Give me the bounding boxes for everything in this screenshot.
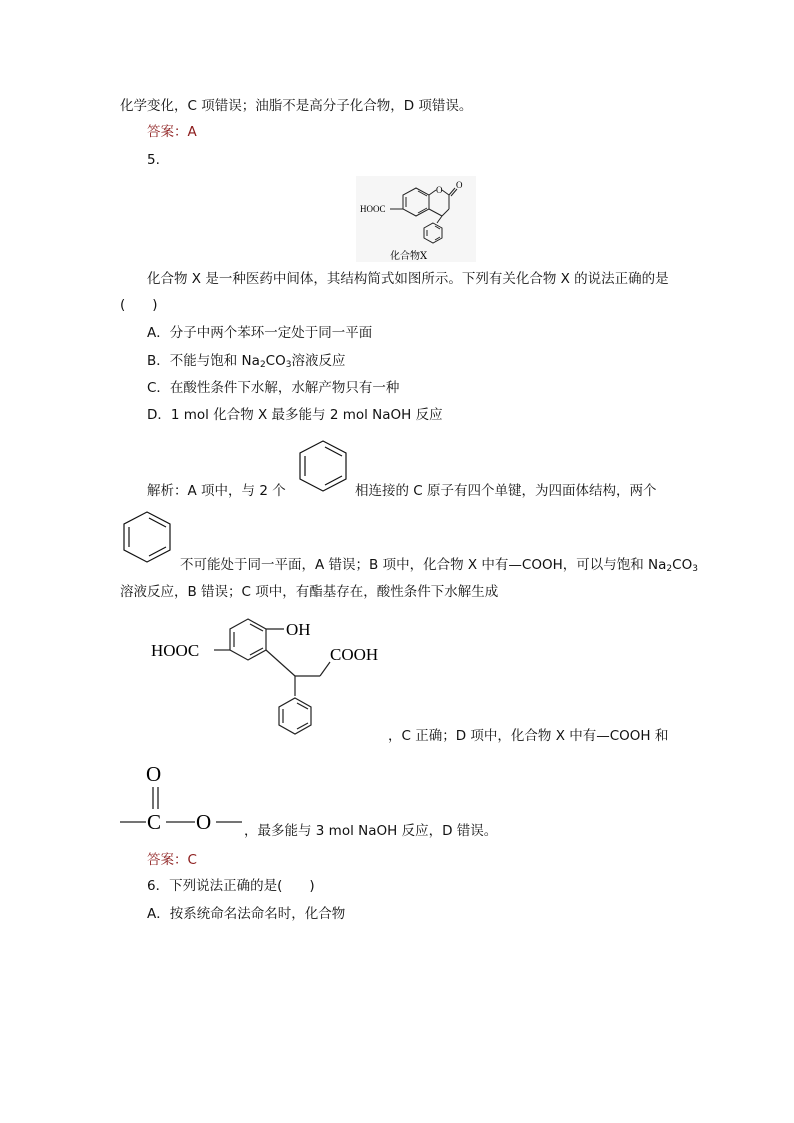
carbonyl-oxygen-label: O <box>456 180 463 190</box>
hooc-label: HOOC <box>360 204 386 214</box>
benzene-icon <box>120 509 174 565</box>
option-a: A．分子中两个苯环一定处于同一平面 <box>147 325 373 341</box>
option-d: D．1 mol 化合物 X 最多能与 2 mol NaOH 反应 <box>147 407 443 423</box>
ester-carbonyl-o: O <box>146 762 162 786</box>
intro-line: 化学变化，C 项错误；油脂不是高分子化合物，D 项错误。 <box>120 98 473 114</box>
answer-5: 答案：C <box>147 852 197 868</box>
explanation-line-1a: 解析：A 项中，与 2 个 <box>147 483 286 499</box>
explanation-line-5: ，最多能与 3 mol NaOH 反应，D 错误。 <box>244 823 498 839</box>
cooh-label: COOH <box>330 645 379 664</box>
answer-4: 答案：A <box>147 124 197 140</box>
option-c: C．在酸性条件下水解，水解产物只有一种 <box>147 380 400 396</box>
compound-x-structure <box>356 176 476 262</box>
ester-oxygen: O <box>196 810 212 834</box>
question-6-stem: 6．下列说法正确的是( ) <box>147 878 315 894</box>
ester-carbon: C <box>147 810 162 834</box>
hooc-label: HOOC <box>151 641 200 660</box>
question-5-blank: ( ) <box>120 297 158 313</box>
compound-x-caption: 化合物X <box>390 251 428 262</box>
explanation-line-4: ，C 正确；D 项中，化合物 X 中有—COOH 和 <box>388 728 669 744</box>
explanation-line-2: 不可能处于同一平面，A 错误；B 项中，化合物 X 中有—COOH，可以与饱和 $Na_2CO_3$ <box>180 557 698 574</box>
oh-label: OH <box>286 620 311 639</box>
ring-oxygen-label: O <box>436 185 443 195</box>
explanation-line-3: 溶液反应，B 错误；C 项中，有酯基存在，酸性条件下水解生成 <box>120 584 499 600</box>
ester-group-structure <box>118 755 244 839</box>
question-5-number: 5. <box>147 152 160 168</box>
hydrolysis-product-structure <box>148 610 398 745</box>
benzene-icon <box>296 438 350 494</box>
question-5-stem: 化合物 X 是一种医药中间体，其结构简式如图所示。下列有关化合物 X 的说法正确的是 <box>147 271 669 287</box>
question-6-option-a: A．按系统命名法命名时，化合物 <box>147 906 346 922</box>
option-b: B．不能与饱和 $Na_2CO_3$溶液反应 <box>147 353 346 370</box>
explanation-line-1b: 相连接的 C 原子有四个单键，为四面体结构，两个 <box>355 483 657 499</box>
